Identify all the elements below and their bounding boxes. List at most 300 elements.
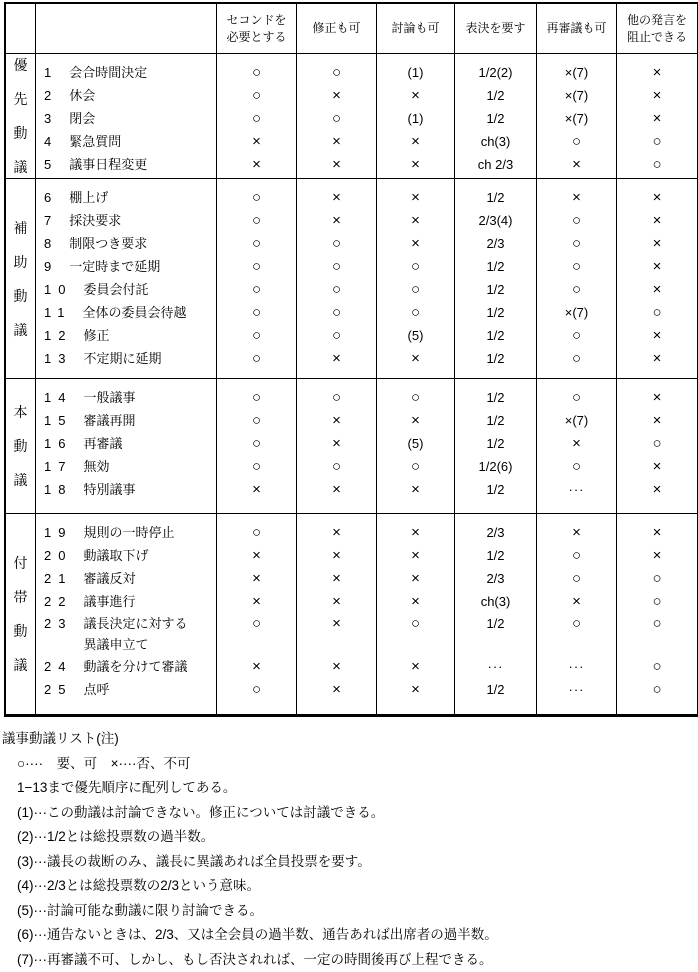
motion-name-line: 審議再開 <box>83 409 135 432</box>
marks-column <box>617 379 697 514</box>
mark-cell: 1/2 <box>455 386 536 409</box>
mark-cell: ○ <box>297 386 376 409</box>
motion-number: 6 <box>44 186 58 209</box>
mark-cell: × <box>377 567 454 590</box>
motion-number: 12 <box>44 324 72 347</box>
mark-cell: ○ <box>217 409 296 432</box>
group-label-char: 先 <box>14 89 28 109</box>
column-header-vote-required <box>455 4 537 54</box>
mark-cell: ○ <box>297 232 376 255</box>
marks-column <box>455 179 537 379</box>
mark-cell: × <box>377 347 454 370</box>
mark-cell: ○ <box>377 278 454 301</box>
mark-cell: ○ <box>217 232 296 255</box>
motion-name <box>83 567 135 590</box>
mark-cell: × <box>617 61 697 84</box>
mark-cell: × <box>297 567 376 590</box>
motion-name-line: 全体の委員会待越 <box>83 301 187 324</box>
mark-cell: ○ <box>537 544 616 567</box>
note-priority-order: 1−13まで優先順序に配列してある。 <box>0 776 698 801</box>
table-row <box>44 232 216 255</box>
mark-cell: ○ <box>537 567 616 590</box>
mark-cell: 1/2 <box>455 347 536 370</box>
column-header-line: 再審議も可 <box>546 20 606 37</box>
motion-name <box>83 613 187 655</box>
marks-column <box>617 179 697 379</box>
table-row <box>44 655 216 678</box>
group-label-char: 動 <box>14 286 28 306</box>
motion-name <box>83 521 174 544</box>
motion-name-line: 規則の一時停止 <box>83 521 174 544</box>
motion-names-privileged <box>36 54 217 179</box>
mark-cell: ○ <box>297 255 376 278</box>
mark-cell: ○ <box>537 613 616 655</box>
mark-cell: × <box>377 153 454 176</box>
mark-cell: × <box>377 130 454 153</box>
mark-cell: ○ <box>617 613 697 655</box>
note-6: (6)···通告ないときは、2/3、又は全会員の過半数、通告あれば出席者の過半数。 <box>0 923 698 948</box>
mark-cell: × <box>297 478 376 501</box>
motion-name-line: 議事日程変更 <box>69 153 147 176</box>
notes-section <box>0 727 698 972</box>
motion-number: 19 <box>44 521 72 544</box>
mark-cell: ×(7) <box>537 107 616 130</box>
group-label-privileged <box>6 54 36 179</box>
motion-number: 16 <box>44 432 72 455</box>
mark-cell: ○ <box>617 678 697 701</box>
mark-cell: × <box>297 432 376 455</box>
mark-cell: × <box>377 590 454 613</box>
table-row <box>44 130 216 153</box>
mark-cell: ··· <box>455 655 536 678</box>
notes-title: 議事動議リスト(注) <box>0 727 698 752</box>
marks-column <box>297 54 377 179</box>
marks-column <box>297 179 377 379</box>
marks-column <box>217 514 297 714</box>
motion-name <box>69 130 121 153</box>
motion-name-line: 制限つき要求 <box>69 232 147 255</box>
mark-cell: ○ <box>217 678 296 701</box>
mark-cell: × <box>617 107 697 130</box>
marks-column <box>537 379 617 514</box>
mark-cell: ○ <box>217 521 296 544</box>
marks-column <box>297 514 377 714</box>
table-row <box>44 521 216 544</box>
mark-cell: ○ <box>377 613 454 655</box>
mark-cell: × <box>217 153 296 176</box>
column-header-line: 修正も可 <box>312 20 360 37</box>
motion-name-line: 棚上げ <box>69 186 108 209</box>
mark-cell: × <box>537 432 616 455</box>
mark-cell: ○ <box>217 347 296 370</box>
mark-cell: × <box>297 590 376 613</box>
motion-name-line: 一般議事 <box>83 386 135 409</box>
marks-column <box>537 514 617 714</box>
marks-column <box>377 514 455 714</box>
motions-table <box>4 2 698 717</box>
group-label-main <box>6 379 36 514</box>
motion-name <box>83 455 109 478</box>
motion-number: 15 <box>44 409 72 432</box>
table-row <box>44 186 216 209</box>
mark-cell: × <box>377 678 454 701</box>
mark-cell: × <box>217 544 296 567</box>
mark-cell: ch(3) <box>455 130 536 153</box>
motion-number: 14 <box>44 386 72 409</box>
motion-name-line: 委員会付託 <box>83 278 148 301</box>
motion-name-line: 動議を分けて審議 <box>83 655 187 678</box>
note-4: (4)···2/3とは総投票数の2/3という意味。 <box>0 874 698 899</box>
mark-cell: × <box>537 590 616 613</box>
mark-cell: ×(7) <box>537 301 616 324</box>
motion-name <box>69 61 147 84</box>
mark-cell: (5) <box>377 432 454 455</box>
mark-cell: ○ <box>617 590 697 613</box>
motion-number: 8 <box>44 232 58 255</box>
table-row <box>44 544 216 567</box>
motion-number: 22 <box>44 590 72 613</box>
motion-name <box>69 107 95 130</box>
group-label-char: 議 <box>14 320 28 340</box>
mark-cell: 1/2 <box>455 278 536 301</box>
motion-number: 20 <box>44 544 72 567</box>
motion-number: 21 <box>44 567 72 590</box>
marks-column <box>617 514 697 714</box>
motion-name-line: 採決要求 <box>69 209 121 232</box>
mark-cell: ○ <box>537 232 616 255</box>
table-row <box>44 590 216 613</box>
mark-cell: × <box>617 521 697 544</box>
mark-cell: ○ <box>617 301 697 324</box>
table-row <box>44 301 216 324</box>
marks-column <box>617 54 697 179</box>
group-label-char: 動 <box>14 621 28 641</box>
motion-name <box>69 255 160 278</box>
column-header-line: 他の発言を <box>627 12 687 29</box>
mark-cell: × <box>297 186 376 209</box>
marks-column <box>455 54 537 179</box>
motion-number: 3 <box>44 107 58 130</box>
table-row <box>44 255 216 278</box>
motion-names-main <box>36 379 217 514</box>
column-header-debatable <box>377 4 455 54</box>
mark-cell: ○ <box>217 386 296 409</box>
mark-cell: ○ <box>217 455 296 478</box>
motion-number: 7 <box>44 209 58 232</box>
mark-cell: ○ <box>217 278 296 301</box>
mark-cell: ○ <box>297 278 376 301</box>
motion-name <box>69 84 95 107</box>
corner-cell-name <box>36 4 217 54</box>
mark-cell: × <box>297 655 376 678</box>
mark-cell: × <box>377 186 454 209</box>
note-legend: ○···· 要、可 ×····否、不可 <box>0 752 698 777</box>
mark-cell: 1/2 <box>455 409 536 432</box>
mark-cell: ○ <box>217 209 296 232</box>
mark-cell: × <box>537 521 616 544</box>
mark-cell: ○ <box>537 455 616 478</box>
mark-cell: ○ <box>377 386 454 409</box>
mark-cell: ○ <box>537 209 616 232</box>
mark-cell: ○ <box>217 84 296 107</box>
mark-cell: 1/2 <box>455 613 536 655</box>
mark-cell: ○ <box>297 107 376 130</box>
mark-cell: × <box>297 544 376 567</box>
mark-cell: 2/3 <box>455 521 536 544</box>
motion-number: 24 <box>44 655 72 678</box>
note-7: (7)···再審議不可、しかし、もし否決されれば、一定の時間後再び上程できる。 <box>0 948 698 972</box>
column-header-line: セコンドを <box>226 12 286 29</box>
mark-cell: ○ <box>377 455 454 478</box>
mark-cell: ○ <box>217 186 296 209</box>
group-label-char: 補 <box>14 218 28 238</box>
motion-name-line: 審議反対 <box>83 567 135 590</box>
mark-cell: × <box>377 84 454 107</box>
table-row <box>44 478 216 501</box>
group-label-subsidiary <box>6 179 36 379</box>
table-row <box>44 455 216 478</box>
table-row <box>44 278 216 301</box>
marks-column <box>377 54 455 179</box>
mark-cell: × <box>617 186 697 209</box>
motion-name-line: 緊急質問 <box>69 130 121 153</box>
mark-cell: 1/2 <box>455 186 536 209</box>
mark-cell: × <box>377 521 454 544</box>
mark-cell: ··· <box>537 478 616 501</box>
table-row <box>44 678 216 701</box>
mark-cell: × <box>617 84 697 107</box>
column-header-reconsiderable <box>537 4 617 54</box>
mark-cell: × <box>377 209 454 232</box>
mark-cell: × <box>617 409 697 432</box>
motion-number: 13 <box>44 347 72 370</box>
mark-cell: ○ <box>297 455 376 478</box>
mark-cell: × <box>377 544 454 567</box>
group-label-char: 議 <box>14 655 28 675</box>
table-row <box>44 107 216 130</box>
motion-name-line: 会合時間決定 <box>69 61 147 84</box>
mark-cell: ○ <box>617 432 697 455</box>
mark-cell: ○ <box>537 130 616 153</box>
note-1: (1)···この動議は討論できない。修正については討議できる。 <box>0 801 698 826</box>
mark-cell: × <box>617 278 697 301</box>
mark-cell: ○ <box>217 301 296 324</box>
mark-cell: ○ <box>217 61 296 84</box>
table-row <box>44 409 216 432</box>
motion-name <box>83 409 135 432</box>
mark-cell: × <box>297 347 376 370</box>
note-2: (2)···1/2とは総投票数の過半数。 <box>0 825 698 850</box>
motion-number: 2 <box>44 84 58 107</box>
mark-cell: ○ <box>297 324 376 347</box>
motion-name <box>83 386 135 409</box>
mark-cell: 1/2 <box>455 107 536 130</box>
mark-cell: ×(7) <box>537 409 616 432</box>
motion-name-line: 議長決定に対する <box>83 613 187 634</box>
table-row <box>44 613 216 655</box>
motion-name-line: 閉会 <box>69 107 95 130</box>
mark-cell: × <box>617 347 697 370</box>
table-row <box>44 84 216 107</box>
motion-number: 4 <box>44 130 58 153</box>
mark-cell: 1/2(6) <box>455 455 536 478</box>
column-header-line: 阻止できる <box>627 29 687 46</box>
mark-cell: ··· <box>537 655 616 678</box>
mark-cell: × <box>217 567 296 590</box>
mark-cell: ○ <box>297 61 376 84</box>
mark-cell: (1) <box>377 107 454 130</box>
table-row <box>44 432 216 455</box>
motion-name <box>69 186 108 209</box>
column-header-amendable <box>297 4 377 54</box>
group-label-char: 帯 <box>14 587 28 607</box>
motion-name <box>69 232 147 255</box>
mark-cell: ○ <box>217 107 296 130</box>
column-header-line: 討論も可 <box>391 20 439 37</box>
mark-cell: ○ <box>537 386 616 409</box>
motion-name <box>83 347 161 370</box>
motion-number: 25 <box>44 678 72 701</box>
mark-cell: × <box>617 386 697 409</box>
motion-number: 9 <box>44 255 58 278</box>
motion-name <box>83 278 148 301</box>
marks-column <box>537 54 617 179</box>
note-3: (3)···議長の裁断のみ、議長に異議あれば全員投票を要す。 <box>0 850 698 875</box>
mark-cell: (5) <box>377 324 454 347</box>
mark-cell: ○ <box>537 347 616 370</box>
motion-name <box>83 324 109 347</box>
motion-name <box>83 590 135 613</box>
motion-number: 5 <box>44 153 58 176</box>
motion-number: 18 <box>44 478 72 501</box>
group-label-char: 優 <box>14 55 28 75</box>
mark-cell: × <box>377 478 454 501</box>
mark-cell: ○ <box>377 255 454 278</box>
motion-name-line: 特別議事 <box>83 478 135 501</box>
mark-cell: × <box>297 613 376 655</box>
marks-column <box>537 179 617 379</box>
table-row <box>44 153 216 176</box>
mark-cell: 1/2 <box>455 301 536 324</box>
mark-cell: 1/2 <box>455 255 536 278</box>
table-row <box>44 386 216 409</box>
column-header-line: 必要とする <box>226 29 286 46</box>
group-label-char: 付 <box>14 553 28 573</box>
mark-cell: ○ <box>297 301 376 324</box>
mark-cell: ○ <box>217 613 296 655</box>
motion-name-line: 一定時まで延期 <box>69 255 160 278</box>
mark-cell: × <box>617 544 697 567</box>
mark-cell: ○ <box>617 130 697 153</box>
group-label-char: 助 <box>14 252 28 272</box>
motion-name-line: 再審議 <box>83 432 122 455</box>
mark-cell: × <box>617 232 697 255</box>
marks-column <box>377 379 455 514</box>
mark-cell: 1/2 <box>455 432 536 455</box>
mark-cell: ○ <box>537 324 616 347</box>
mark-cell: × <box>297 678 376 701</box>
mark-cell: ch(3) <box>455 590 536 613</box>
motion-name-line: 議事進行 <box>83 590 135 613</box>
mark-cell: × <box>217 590 296 613</box>
motion-number: 1 <box>44 61 58 84</box>
mark-cell: ○ <box>617 153 697 176</box>
marks-column <box>217 54 297 179</box>
mark-cell: × <box>377 409 454 432</box>
mark-cell: × <box>297 209 376 232</box>
mark-cell: ×(7) <box>537 61 616 84</box>
mark-cell: × <box>377 655 454 678</box>
mark-cell: × <box>617 478 697 501</box>
motion-name-line: 無効 <box>83 455 109 478</box>
mark-cell: 2/3 <box>455 232 536 255</box>
column-header-interrupt <box>617 4 697 54</box>
mark-cell: ○ <box>217 432 296 455</box>
column-header-line: 表決を要す <box>465 20 525 37</box>
motion-number: 23 <box>44 613 72 634</box>
mark-cell: × <box>297 153 376 176</box>
group-label-char: 本 <box>14 402 28 422</box>
column-header-second <box>217 4 297 54</box>
mark-cell: × <box>297 84 376 107</box>
mark-cell: ○ <box>617 567 697 590</box>
marks-column <box>377 179 455 379</box>
mark-cell: × <box>297 409 376 432</box>
motion-name-line: 休会 <box>69 84 95 107</box>
mark-cell: 1/2 <box>455 544 536 567</box>
group-label-char: 議 <box>14 157 28 177</box>
motion-name <box>83 544 148 567</box>
mark-cell: × <box>297 521 376 544</box>
motion-names-incidental <box>36 514 217 714</box>
motion-name <box>83 301 187 324</box>
mark-cell: × <box>217 655 296 678</box>
group-label-incidental <box>6 514 36 714</box>
mark-cell: × <box>617 255 697 278</box>
group-label-char: 動 <box>14 436 28 456</box>
note-5: (5)···討論可能な動議に限り討論できる。 <box>0 899 698 924</box>
group-label-char: 動 <box>14 123 28 143</box>
table-row <box>44 347 216 370</box>
mark-cell: ○ <box>217 255 296 278</box>
mark-cell: 1/2(2) <box>455 61 536 84</box>
mark-cell: × <box>617 209 697 232</box>
motion-name <box>83 655 187 678</box>
mark-cell: ch 2/3 <box>455 153 536 176</box>
mark-cell: × <box>297 130 376 153</box>
marks-column <box>217 179 297 379</box>
mark-cell: 1/2 <box>455 84 536 107</box>
mark-cell: 2/3(4) <box>455 209 536 232</box>
motion-number: 11 <box>44 301 72 324</box>
motion-name <box>83 478 135 501</box>
mark-cell: × <box>617 324 697 347</box>
mark-cell: 1/2 <box>455 678 536 701</box>
mark-cell: × <box>217 478 296 501</box>
mark-cell: 1/2 <box>455 324 536 347</box>
corner-cell-group <box>6 4 36 54</box>
group-label-char: 議 <box>14 470 28 490</box>
mark-cell: ○ <box>217 324 296 347</box>
mark-cell: × <box>537 153 616 176</box>
motion-name <box>83 432 122 455</box>
mark-cell: ○ <box>377 301 454 324</box>
motion-number: 17 <box>44 455 72 478</box>
table-row <box>44 567 216 590</box>
mark-cell: ×(7) <box>537 84 616 107</box>
marks-column <box>217 379 297 514</box>
marks-column <box>455 379 537 514</box>
